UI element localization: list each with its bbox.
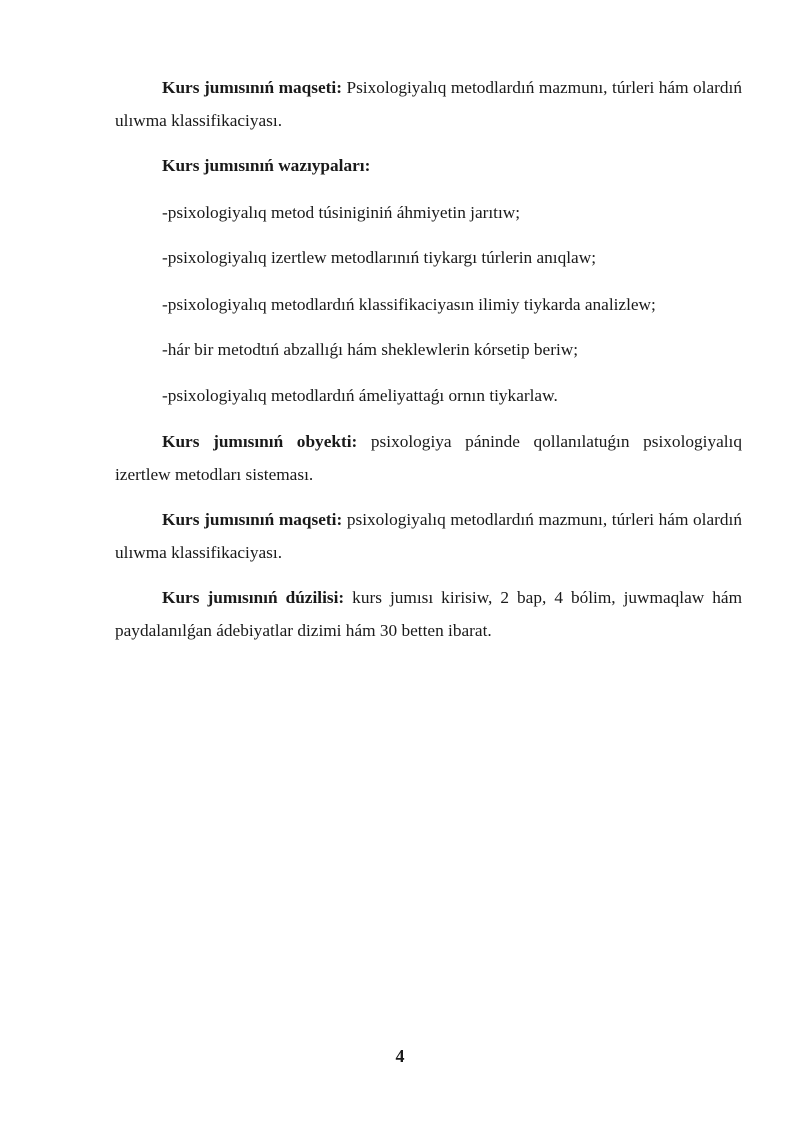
goal-text: Psixologiyalıq metodlardıń mazmunı, túrleri hám olardıń ulıwma klassifikaciyası. (115, 78, 742, 130)
page-number: 4 (395, 1046, 405, 1066)
structure-label: Kurs jumısınıń dúzilisi: (162, 588, 345, 607)
tasks-heading-paragraph (115, 149, 742, 182)
task-item: -psixologiyalıq metod túsiniginiń áhmiyetin jarıtıw; (162, 203, 521, 222)
task-item: -hár bir metodtıń abzallıǵı hám sheklewlerin kórsetip beriw; (162, 340, 579, 359)
object-paragraph (115, 425, 742, 491)
goal-repeat-paragraph (115, 503, 742, 569)
object-text: psixologiya páninde qollanılatuǵın psixologiyalıq izertlew metodları sisteması. (115, 432, 743, 484)
task-item: -psixologiyalıq metodlardıń klassifikaciyasın ilimiy tiykarda analizlew; (162, 295, 656, 314)
object-label: Kurs jumısınıń obyekti: (162, 432, 358, 451)
structure-text: kurs jumısı kirisiw, 2 bap, 4 bólim, juwmaqlaw hám paydalanılǵan ádebiyatlar dizimi hám 30 betten ibarat. (115, 588, 743, 640)
goal-repeat-label: Kurs jumısınıń maqseti: (162, 510, 343, 529)
goal-label: Kurs jumısınıń maqseti: (162, 78, 342, 97)
structure-paragraph (115, 581, 742, 647)
goal-paragraph (115, 71, 742, 137)
task-item: -psixologiyalıq izertlew metodlarınıń tiykargı túrlerin anıqlaw; (162, 248, 597, 267)
tasks-heading: Kurs jumısınıń wazıypaları: (162, 156, 371, 175)
task-item: -psixologiyalıq metodlardıń ámeliyattaǵı ornın tiykarlaw. (162, 386, 558, 405)
goal-repeat-text: psixologiyalıq metodlardıń mazmunı, túrleri hám olardıń ulıwma klassifikaciyası. (115, 510, 742, 562)
